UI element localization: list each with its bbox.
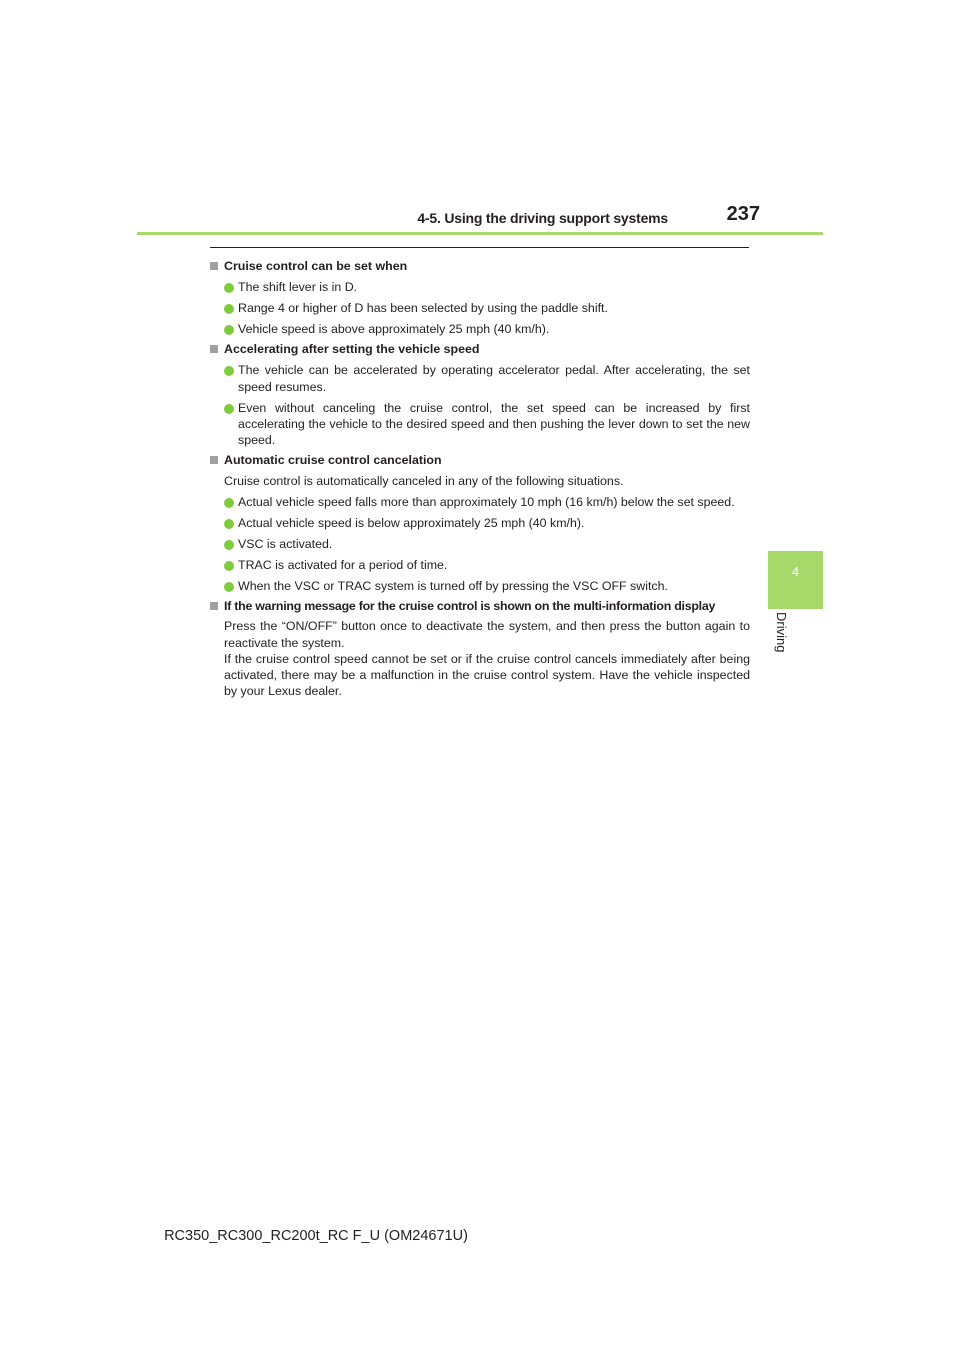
heading-set-conditions bbox=[210, 258, 750, 274]
list-item bbox=[224, 515, 750, 531]
list-item-text: The shift lever is in D. bbox=[238, 279, 358, 294]
square-bullet-icon bbox=[210, 345, 218, 353]
heading-warning bbox=[210, 598, 750, 614]
accelerating-list bbox=[210, 362, 750, 448]
list-item-text: Range 4 or higher of D has been selected by using the paddle shift. bbox=[238, 300, 608, 315]
square-bullet-icon bbox=[210, 602, 218, 610]
square-bullet-icon bbox=[210, 262, 218, 270]
round-bullet-icon bbox=[224, 540, 234, 550]
list-item-text: The vehicle can be accelerated by operating accelerator pedal. After accelerating, the set speed resumes. bbox=[238, 363, 750, 394]
list-item bbox=[224, 400, 750, 449]
list-item-text: Actual vehicle speed falls more than approximately 10 mph (16 km/h) below the set speed. bbox=[238, 494, 735, 509]
list-item-text: TRAC is activated for a period of time. bbox=[238, 557, 448, 572]
round-bullet-icon bbox=[224, 304, 234, 314]
square-bullet-icon bbox=[210, 456, 218, 464]
list-item-text: Even without canceling the cruise control, the set speed can be increased by first accelerating the vehicle to the desired speed and then pushing the lever down to set the new speed. bbox=[238, 400, 750, 448]
warning-paragraph-2: If the cruise control speed cannot be set or if the cruise control cancels immediately after being activated, there may be a malfunction in the cruise control system. Have the vehicle inspected by your Lexus dealer. bbox=[224, 651, 750, 699]
list-item bbox=[224, 578, 750, 594]
list-item bbox=[224, 494, 750, 510]
heading-text: If the warning message for the cruise control is shown on the multi-information display bbox=[224, 598, 716, 613]
list-item bbox=[224, 321, 750, 337]
list-item bbox=[224, 279, 750, 295]
warning-paragraph-1: Press the “ON/OFF” button once to deactivate the system, and then press the button again to reactivate the system. bbox=[224, 619, 750, 650]
chapter-tab[interactable] bbox=[768, 551, 823, 609]
round-bullet-icon bbox=[224, 366, 234, 376]
round-bullet-icon bbox=[224, 582, 234, 592]
model-code: RC350_RC300_RC200t_RC F_U (OM24671U) bbox=[164, 1228, 468, 1244]
header-rule bbox=[137, 232, 823, 235]
list-item bbox=[224, 557, 750, 573]
round-bullet-icon bbox=[224, 325, 234, 335]
list-item bbox=[224, 362, 750, 395]
list-item bbox=[224, 536, 750, 552]
auto-cancel-list bbox=[210, 494, 750, 594]
page-content bbox=[210, 258, 750, 700]
list-item bbox=[224, 300, 750, 316]
round-bullet-icon bbox=[224, 404, 234, 414]
section-rule bbox=[210, 247, 749, 248]
heading-text: Accelerating after setting the vehicle speed bbox=[224, 342, 480, 357]
list-item-text: VSC is activated. bbox=[238, 536, 333, 551]
heading-accelerating bbox=[210, 341, 750, 357]
chapter-number: 4 bbox=[791, 564, 800, 579]
round-bullet-icon bbox=[224, 519, 234, 529]
section-title: 4-5. Using the driving support systems bbox=[417, 210, 668, 226]
auto-cancel-intro: Cruise control is automatically canceled in any of the following situations. bbox=[224, 473, 624, 488]
round-bullet-icon bbox=[224, 561, 234, 571]
list-item-text: Actual vehicle speed is below approximately 25 mph (40 km/h). bbox=[238, 515, 585, 530]
heading-auto-cancel bbox=[210, 452, 750, 468]
round-bullet-icon bbox=[224, 283, 234, 293]
heading-text: Automatic cruise control cancelation bbox=[224, 453, 442, 468]
chapter-label: Driving bbox=[774, 612, 789, 653]
list-item-text: Vehicle speed is above approximately 25 mph (40 km/h). bbox=[238, 321, 550, 336]
page-number: 237 bbox=[726, 203, 760, 225]
list-item-text: When the VSC or TRAC system is turned off by pressing the VSC OFF switch. bbox=[238, 578, 668, 593]
set-conditions-list bbox=[210, 279, 750, 337]
footer bbox=[0, 1228, 632, 1244]
heading-text: Cruise control can be set when bbox=[224, 259, 408, 273]
round-bullet-icon bbox=[224, 498, 234, 508]
